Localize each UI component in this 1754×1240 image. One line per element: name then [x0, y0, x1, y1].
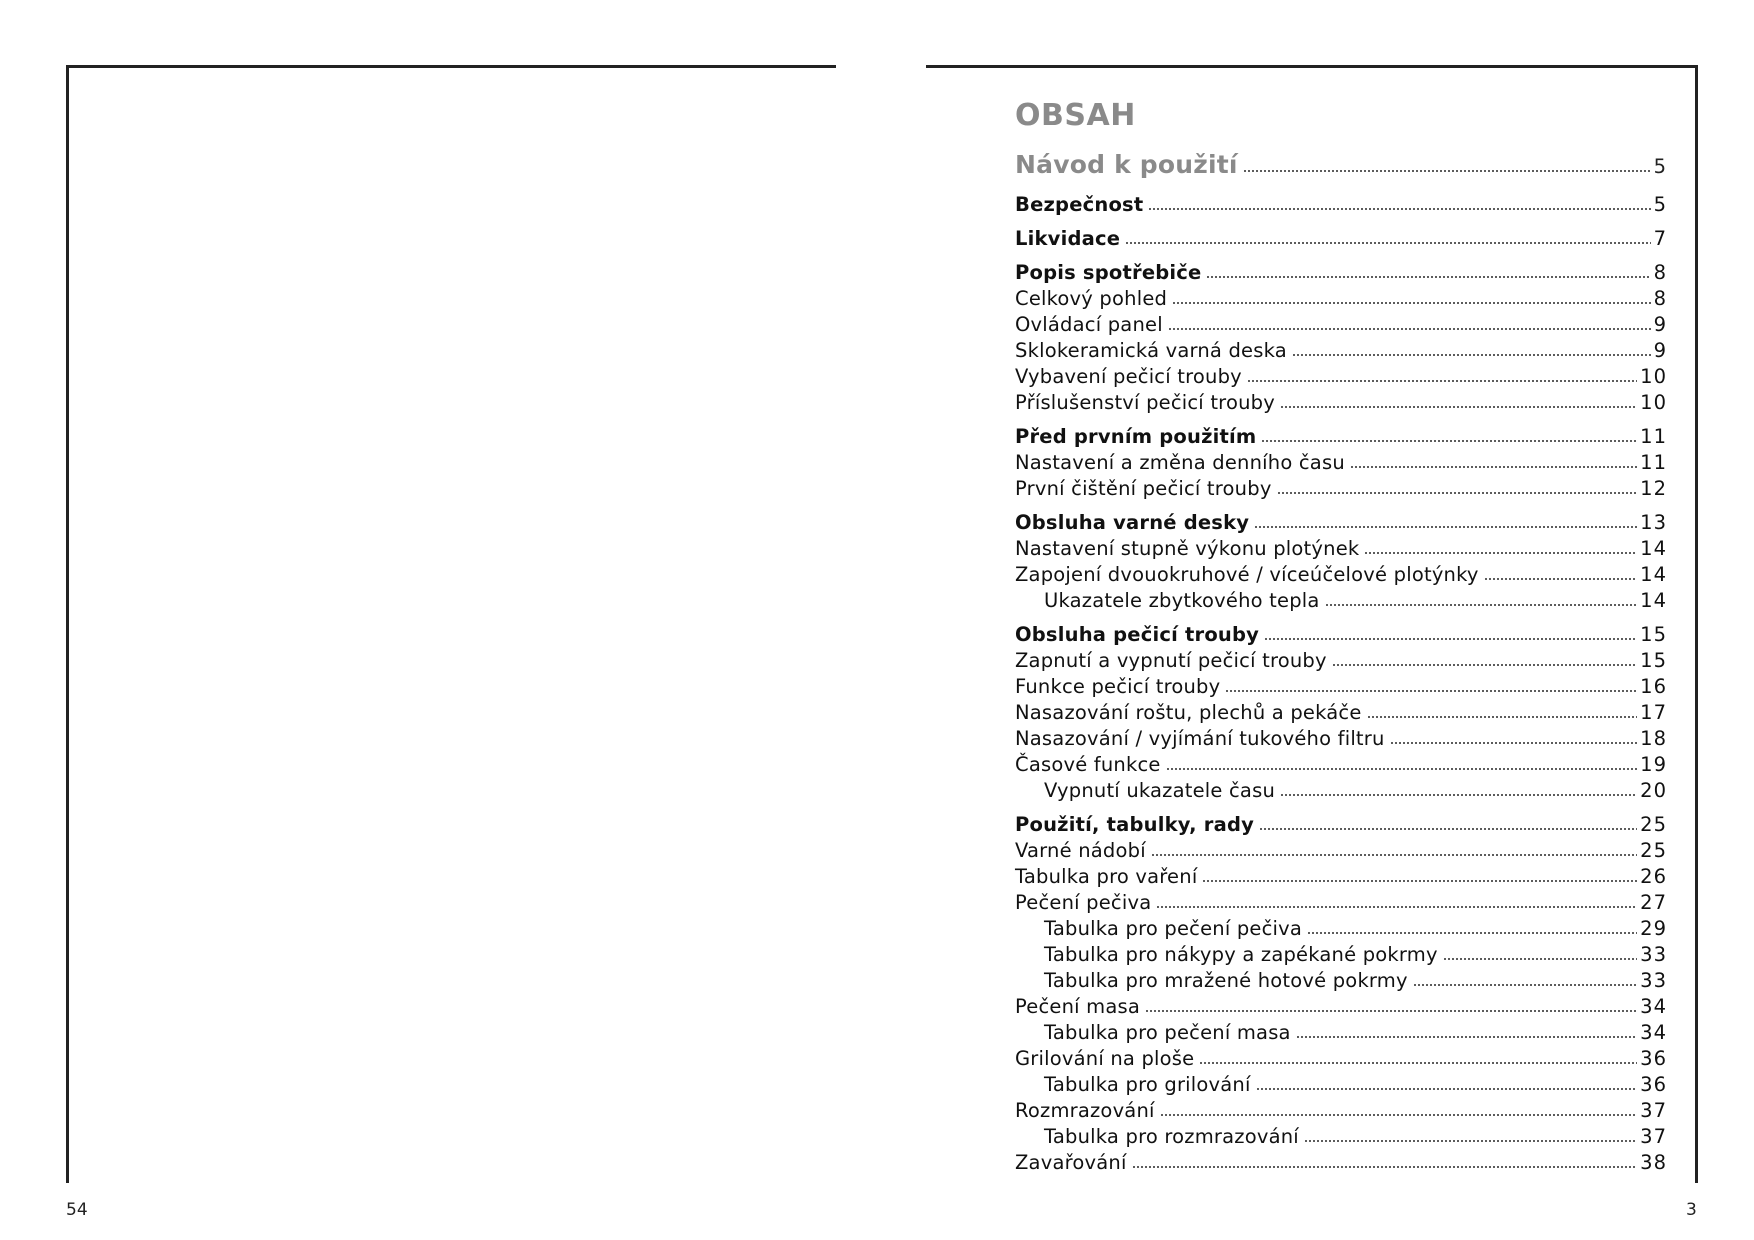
toc-dot-leader	[1168, 326, 1651, 331]
toc-entry-page: 8	[1653, 261, 1667, 284]
toc-entry-label: Celkový pohled	[1015, 287, 1168, 310]
toc-dot-leader	[1243, 168, 1651, 173]
toc-dot-leader	[1225, 688, 1637, 693]
toc-dot-leader	[1166, 766, 1638, 771]
toc-entry-page: 36	[1640, 1073, 1667, 1096]
toc-entry-label: Časové funkce	[1015, 753, 1161, 776]
toc-entry-label: Tabulka pro rozmrazování	[1044, 1125, 1299, 1148]
toc-entry[interactable]	[1015, 562, 1667, 588]
toc-entry-label: Grilování na ploše	[1015, 1047, 1195, 1070]
toc-dot-leader	[1390, 740, 1638, 745]
toc-entry[interactable]	[1015, 1020, 1667, 1046]
toc-entry-page: 14	[1640, 589, 1667, 612]
toc-entry[interactable]	[1015, 260, 1667, 286]
toc-entry[interactable]	[1015, 536, 1667, 562]
toc-entry-page: 15	[1640, 649, 1667, 672]
toc-entry-page: 33	[1640, 943, 1667, 966]
toc-entry[interactable]	[1015, 192, 1667, 218]
toc-entry-label: Použití, tabulky, rady	[1015, 813, 1255, 836]
toc-entry-label: Pečení masa	[1015, 995, 1141, 1018]
toc-entry-label: Rozmrazování	[1015, 1099, 1155, 1122]
toc-dot-leader	[1160, 1112, 1638, 1117]
toc-dot-leader	[1280, 792, 1637, 797]
toc-entry-label: Popis spotřebiče	[1015, 261, 1202, 284]
toc-dot-leader	[1484, 576, 1638, 581]
toc-entry[interactable]	[1015, 1072, 1667, 1098]
right-page-side-border	[1695, 65, 1698, 1183]
toc-dot-leader	[1350, 464, 1637, 469]
toc-entry-page: 10	[1640, 391, 1667, 414]
toc-dot-leader	[1151, 852, 1637, 857]
toc-entry[interactable]	[1015, 476, 1667, 502]
toc-dot-leader	[1364, 550, 1637, 555]
toc-entry-page: 26	[1640, 865, 1667, 888]
toc-dot-leader	[1259, 826, 1637, 831]
toc-entry-page: 11	[1640, 425, 1667, 448]
table-of-contents	[1015, 98, 1667, 1176]
toc-entry-label: Nasazování roštu, plechů a pekáče	[1015, 701, 1362, 724]
toc-entry-page: 16	[1640, 675, 1667, 698]
toc-dot-leader	[1261, 438, 1637, 443]
toc-entry-page: 15	[1640, 623, 1667, 646]
toc-entry-label: Tabulka pro grilování	[1044, 1073, 1251, 1096]
toc-dot-leader	[1172, 300, 1650, 305]
toc-dot-leader	[1264, 636, 1637, 641]
toc-entry-page: 7	[1653, 227, 1667, 250]
toc-entry-label: Nastavení a změna denního času	[1015, 451, 1345, 474]
toc-entry[interactable]	[1015, 726, 1667, 752]
toc-dot-leader	[1247, 378, 1637, 383]
toc-entry-label: Tabulka pro vaření	[1015, 865, 1198, 888]
toc-dot-leader	[1277, 490, 1638, 495]
toc-dot-leader	[1332, 662, 1637, 667]
toc-entry[interactable]	[1015, 588, 1667, 614]
toc-entry-label: První čištění pečicí trouby	[1015, 477, 1272, 500]
toc-entry[interactable]	[1015, 226, 1667, 252]
toc-list	[1015, 146, 1667, 1176]
toc-entry-label: Funkce pečicí trouby	[1015, 675, 1221, 698]
toc-entry-page: 18	[1640, 727, 1667, 750]
toc-entry-page: 25	[1640, 813, 1667, 836]
toc-entry-page: 9	[1653, 313, 1667, 336]
left-page-top-border	[66, 65, 836, 68]
toc-entry-page: 25	[1640, 839, 1667, 862]
toc-entry[interactable]	[1015, 1098, 1667, 1124]
right-page-top-border	[926, 65, 1698, 68]
toc-entry-page: 11	[1640, 451, 1667, 474]
toc-entry[interactable]	[1015, 338, 1667, 364]
toc-entry-label: Tabulka pro nákypy a zapékané pokrmy	[1044, 943, 1438, 966]
toc-entry-page: 38	[1640, 1151, 1667, 1174]
toc-entry[interactable]	[1015, 622, 1667, 648]
toc-entry-label: Obsluha varné desky	[1015, 511, 1250, 534]
toc-entry[interactable]	[1015, 510, 1667, 536]
toc-entry-page: 37	[1640, 1099, 1667, 1122]
toc-entry[interactable]	[1015, 942, 1667, 968]
toc-entry-label: Tabulka pro mražené hotové pokrmy	[1044, 969, 1408, 992]
toc-entry[interactable]	[1015, 916, 1667, 942]
toc-entry-label: Vybavení pečicí trouby	[1015, 365, 1242, 388]
toc-dot-leader	[1145, 1008, 1637, 1013]
left-page-side-border	[66, 65, 69, 1183]
toc-dot-leader	[1254, 524, 1637, 529]
toc-entry[interactable]	[1015, 1150, 1667, 1176]
toc-entry-label: Zavařování	[1015, 1151, 1127, 1174]
toc-dot-leader	[1199, 1060, 1637, 1065]
toc-entry-label: Zapnutí a vypnutí pečicí trouby	[1015, 649, 1327, 672]
toc-entry[interactable]	[1015, 312, 1667, 338]
toc-entry-label: Ukazatele zbytkového tepla	[1044, 589, 1320, 612]
toc-entry[interactable]	[1015, 450, 1667, 476]
toc-entry-page: 12	[1640, 477, 1667, 500]
toc-dot-leader	[1256, 1086, 1638, 1091]
toc-entry-page: 13	[1640, 511, 1667, 534]
toc-entry-label: Ovládací panel	[1015, 313, 1163, 336]
toc-dot-leader	[1156, 904, 1637, 909]
toc-entry-label: Nastavení stupně výkonu plotýnek	[1015, 537, 1360, 560]
toc-entry[interactable]	[1015, 674, 1667, 700]
toc-entry-label: Vypnutí ukazatele času	[1044, 779, 1276, 802]
toc-dot-leader	[1304, 1138, 1637, 1143]
toc-entry[interactable]	[1015, 648, 1667, 674]
toc-dot-leader	[1296, 1034, 1637, 1039]
toc-entry-page: 20	[1640, 779, 1667, 802]
toc-entry[interactable]	[1015, 390, 1667, 416]
toc-entry-page: 10	[1640, 365, 1667, 388]
toc-dot-leader	[1413, 982, 1637, 987]
toc-entry-label: Před prvním použitím	[1015, 425, 1257, 448]
right-page-number: 3	[1686, 1200, 1697, 1220]
toc-entry[interactable]	[1015, 778, 1667, 804]
toc-dot-leader	[1367, 714, 1638, 719]
toc-dot-leader	[1443, 956, 1637, 961]
toc-dot-leader	[1206, 274, 1650, 279]
toc-entry[interactable]	[1015, 424, 1667, 450]
toc-entry-label: Pečení pečiva	[1015, 891, 1152, 914]
toc-entry[interactable]	[1015, 890, 1667, 916]
toc-entry-page: 33	[1640, 969, 1667, 992]
left-page-number: 54	[66, 1200, 88, 1220]
toc-entry-label: Varné nádobí	[1015, 839, 1146, 862]
toc-entry[interactable]	[1015, 1046, 1667, 1072]
toc-entry-label: Bezpečnost	[1015, 193, 1144, 216]
toc-entry-page: 5	[1653, 193, 1667, 216]
toc-entry-page: 36	[1640, 1047, 1667, 1070]
toc-entry-page: 14	[1640, 563, 1667, 586]
toc-entry-label: Nasazování / vyjímání tukového filtru	[1015, 727, 1385, 750]
toc-entry-page: 5	[1653, 155, 1667, 178]
toc-entry-label: Zapojení dvouokruhové / víceúčelové plotýnky	[1015, 563, 1479, 586]
toc-dot-leader	[1125, 240, 1650, 245]
toc-entry-label: Sklokeramická varná deska	[1015, 339, 1287, 362]
toc-entry-page: 37	[1640, 1125, 1667, 1148]
toc-entry-label: Likvidace	[1015, 227, 1121, 250]
toc-entry-label: Obsluha pečicí trouby	[1015, 623, 1260, 646]
toc-dot-leader	[1202, 878, 1637, 883]
toc-entry-page: 14	[1640, 537, 1667, 560]
toc-entry-page: 34	[1640, 995, 1667, 1018]
toc-dot-leader	[1292, 352, 1651, 357]
toc-entry[interactable]	[1015, 968, 1667, 994]
toc-entry[interactable]	[1015, 752, 1667, 778]
toc-entry[interactable]	[1015, 864, 1667, 890]
toc-entry-page: 9	[1653, 339, 1667, 362]
toc-entry[interactable]	[1015, 286, 1667, 312]
toc-entry-page: 34	[1640, 1021, 1667, 1044]
toc-dot-leader	[1307, 930, 1637, 935]
toc-entry-label: Příslušenství pečicí trouby	[1015, 391, 1275, 414]
toc-dot-leader	[1148, 206, 1650, 211]
toc-entry[interactable]	[1015, 700, 1667, 726]
toc-entry-label: Tabulka pro pečení pečiva	[1044, 917, 1303, 940]
toc-entry-label: Tabulka pro pečení masa	[1044, 1021, 1291, 1044]
toc-title: OBSAH	[1015, 98, 1136, 133]
toc-entry[interactable]	[1015, 812, 1667, 838]
toc-dot-leader	[1325, 602, 1638, 607]
toc-entry-page: 29	[1640, 917, 1667, 940]
toc-entry[interactable]	[1015, 994, 1667, 1020]
toc-entry-page: 17	[1640, 701, 1667, 724]
toc-entry[interactable]	[1015, 364, 1667, 390]
toc-entry[interactable]	[1015, 838, 1667, 864]
toc-entry[interactable]	[1015, 1124, 1667, 1150]
toc-dot-leader	[1132, 1164, 1638, 1169]
toc-dot-leader	[1280, 404, 1637, 409]
toc-entry-page: 27	[1640, 891, 1667, 914]
toc-entry-page: 8	[1653, 287, 1667, 310]
toc-entry[interactable]	[1015, 146, 1667, 184]
toc-entry-page: 19	[1640, 753, 1667, 776]
toc-entry-label: Návod k použití	[1015, 150, 1238, 179]
